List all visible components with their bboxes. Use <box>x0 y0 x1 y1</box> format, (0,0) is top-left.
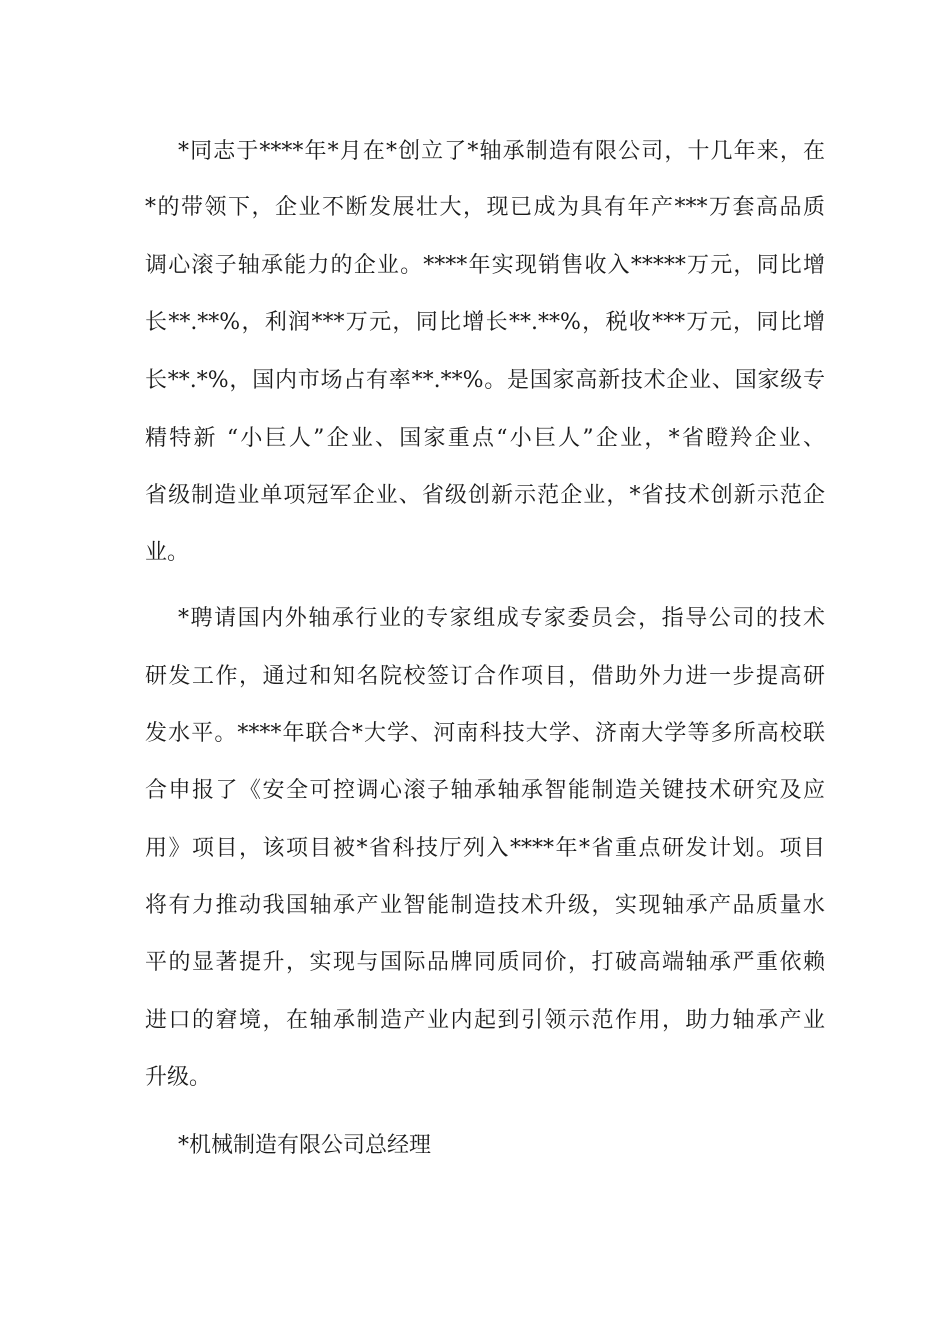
paragraph-2-line-4: 合申报了《安全可控调心滚子轴承轴承智能制造关键技术研究及应 <box>145 778 825 803</box>
paragraph-2-line-2: 研发工作，通过和知名院校签订合作项目，借助外力进一步提高研 <box>145 664 825 689</box>
paragraph-2-line-5: 用》项目，该项目被*省科技厅列入****年*省重点研发计划。项目 <box>145 836 825 861</box>
paragraph-2-line-3: 发水平。****年联合*大学、河南科技大学、济南大学等多所高校联 <box>145 721 825 746</box>
paragraph-1-line-1: *同志于****年*月在*创立了*轴承制造有限公司，十几年来，在 <box>178 139 825 164</box>
paragraph-2-line-6: 将有力推动我国轴承产业智能制造技术升级，实现轴承产品质量水 <box>145 893 825 918</box>
paragraph-1-line-2: *的带领下，企业不断发展壮大，现已成为具有年产***万套高品质 <box>145 195 825 220</box>
paragraph-1-line-6: 精特新 “小巨人”企业、国家重点“小巨人”企业，*省瞪羚企业、 <box>145 426 825 451</box>
paragraph-2-line-9: 升级。 <box>145 1065 212 1090</box>
paragraph-2-line-7: 平的显著提升，实现与国际品牌同质同价，打破高端轴承严重依赖 <box>145 950 825 975</box>
paragraph-2-line-1: *聘请国内外轴承行业的专家组成专家委员会，指导公司的技术 <box>178 606 825 631</box>
paragraph-1-line-7: 省级制造业单项冠军企业、省级创新示范企业，*省技术创新示范企 <box>145 483 825 508</box>
paragraph-1-line-5: 长**.*%，国内市场占有率**.**%。是国家高新技术企业、国家级专 <box>145 368 825 393</box>
paragraph-1-line-4: 长**.**%，利润***万元，同比增长**.**%，税收***万元，同比增 <box>145 310 825 335</box>
paragraph-1-line-3: 调心滚子轴承能力的企业。****年实现销售收入*****万元，同比增 <box>145 253 825 278</box>
paragraph-2-line-8: 进口的窘境，在轴承制造产业内起到引领示范作用，助力轴承产业 <box>145 1008 825 1033</box>
signature: *机械制造有限公司总经理 <box>178 1133 432 1158</box>
paragraph-1-line-8: 业。 <box>145 540 190 565</box>
